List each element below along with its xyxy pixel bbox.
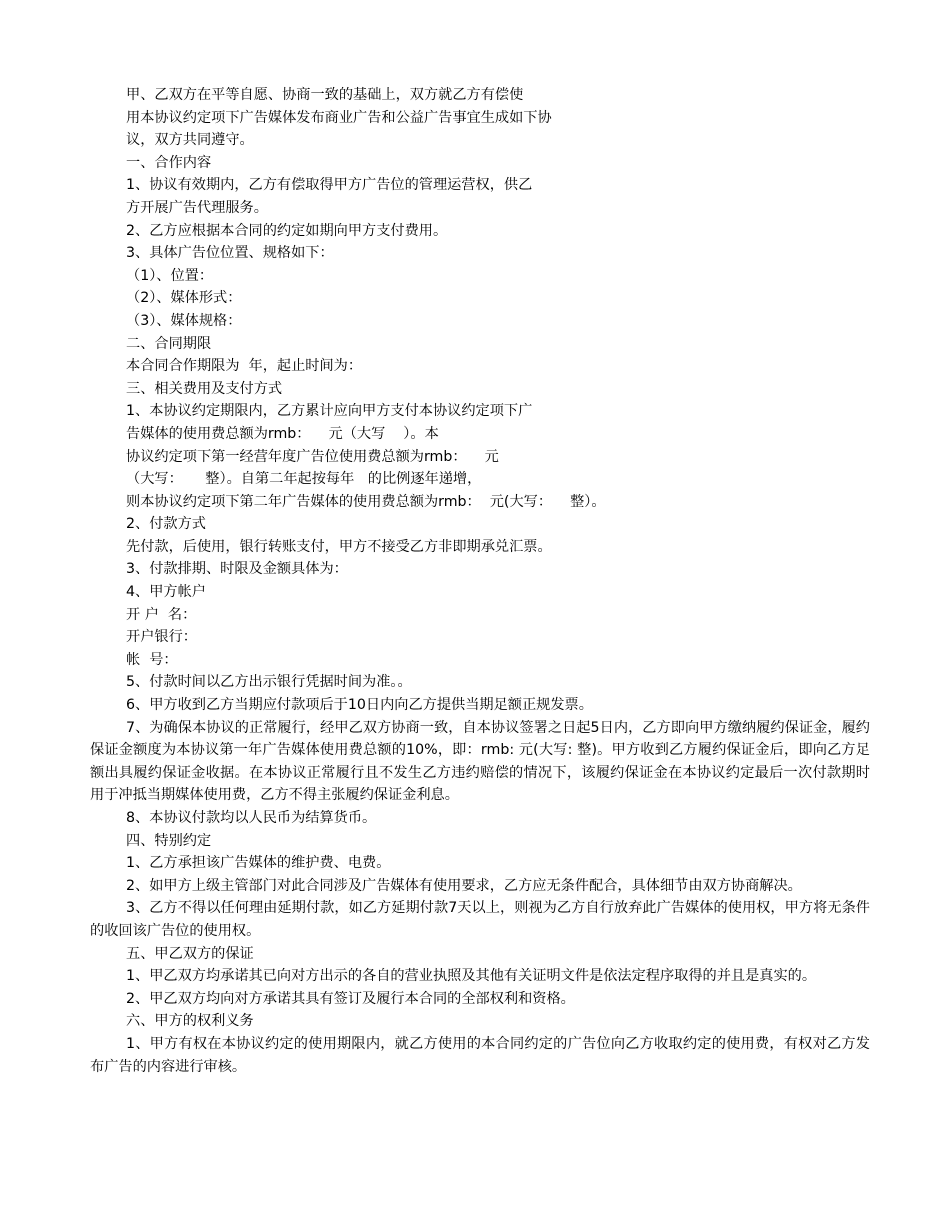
bank-line: 开户银行：	[126, 629, 197, 646]
clause-line: （大写： 整）。自第二年起按每年 的比例逐年递增，	[126, 471, 482, 488]
intro-line: 甲、乙双方在平等自愿、协商一致的基础上，双方就乙方有偿使	[126, 87, 524, 103]
clause-line: 6、甲方收到乙方当期应付款项后于10日内向乙方提供当期足额正规发票。	[126, 697, 593, 714]
clause-line: 本合同合作期限为 年，起止时间为：	[126, 358, 363, 375]
clause-line: （3）、媒体规格：	[126, 312, 242, 329]
paragraph-deposit: 7、为确保本协议的正常履行，经甲乙双方协商一致，自本协议签署之日起5日内，乙方即向甲方缴纳履约保证金，履约保证金额度为本协议第一年广告媒体使用费总额的10%，即：rmb: 元(大写: 整)。甲方收到乙方履约保证金后，即向乙方足额出具履约保证金收据。在本协议正常履行且不发生乙方违约赔偿的情况下，该履约保证金在本协议约定最后一次付款期时用于冲抵当期媒体使用费，乙方不得主张履约保证金利息。	[90, 719, 870, 804]
section-heading-term: 二、合同期限	[126, 335, 212, 352]
section-heading-party-a-rights: 六、甲方的权利义务	[126, 1013, 254, 1030]
contract-body	[90, 84, 870, 1078]
section-heading-cooperation: 一、合作内容	[126, 154, 212, 171]
account-number-line: 帐 号：	[126, 651, 178, 668]
clause-line: 协议约定项下第一经营年度广告位使用费总额为rmb： 元	[126, 448, 499, 465]
clause-line: 4、甲方帐户	[126, 584, 206, 601]
account-name-line: 开 户 名：	[126, 606, 197, 623]
clause-line: 方开展广告代理服务。	[126, 199, 268, 216]
clause-line: 5、付款时间以乙方出示银行凭据时间为准。。	[126, 674, 412, 691]
clause-line: 告媒体的使用费总额为rmb： 元（大写 ）。本	[126, 425, 439, 442]
clause-line: 2、付款方式	[126, 516, 206, 533]
paragraph: 3、乙方不得以任何理由延期付款，如乙方延期付款7天以上，则视为乙方自行放弃此广告媒体的使用权，甲方将无条件的收回该广告位的使用权。	[90, 900, 870, 939]
clause-line: （1）、位置：	[126, 267, 214, 284]
intro-line: 议，双方共同遵守。	[126, 132, 254, 149]
paragraph: 8、本协议付款均以人民币为结算货币。	[126, 810, 377, 826]
clause-line: 3、付款排期、时限及金额具体为：	[126, 561, 348, 578]
paragraph: 2、甲乙双方均向对方承诺其具有签订及履行本合同的全部权利和资格。	[126, 990, 575, 1007]
clause-line: 2、乙方应根据本合同的约定如期向甲方支付费用。	[126, 222, 448, 239]
clause-line: 先付款，后使用，银行转账支付，甲方不接受乙方非即期承兑汇票。	[126, 538, 552, 555]
paragraph: 1、甲乙双方均承诺其已向对方出示的各自的营业执照及其他有关证明文件是依法定程序取得的并且是真实的。	[126, 968, 817, 985]
clause-line: 3、具体广告位位置、规格如下：	[126, 245, 334, 262]
section-heading-guarantee: 五、甲乙双方的保证	[126, 945, 254, 962]
clause-line: 1、协议有效期内，乙方有偿取得甲方广告位的管理运营权，供乙	[126, 177, 533, 194]
intro-line: 用本协议约定项下广告媒体发布商业广告和公益广告事宜生成如下协	[126, 109, 552, 126]
clause-line: （2）、媒体形式：	[126, 290, 242, 307]
clause-line: 1、本协议约定期限内，乙方累计应向甲方支付本协议约定项下广	[126, 403, 533, 420]
paragraph: 1、甲方有权在本协议约定的使用期限内，就乙方使用的本合同约定的广告位向乙方收取约定的使用费，有权对乙方发布广告的内容进行审核。	[90, 1035, 870, 1075]
paragraph: 2、如甲方上级主管部门对此合同涉及广告媒体有使用要求，乙方应无条件配合，具体细节由双方协商解决。	[126, 877, 802, 894]
clause-line: 则本协议约定项下第二年广告媒体的使用费总额为rmb： 元(大写： 整）。	[126, 493, 606, 510]
section-heading-special: 四、特别约定	[126, 832, 212, 849]
section-heading-fees: 三、相关费用及支付方式	[126, 380, 283, 397]
paragraph: 1、乙方承担该广告媒体的维护费、电费。	[126, 855, 391, 872]
